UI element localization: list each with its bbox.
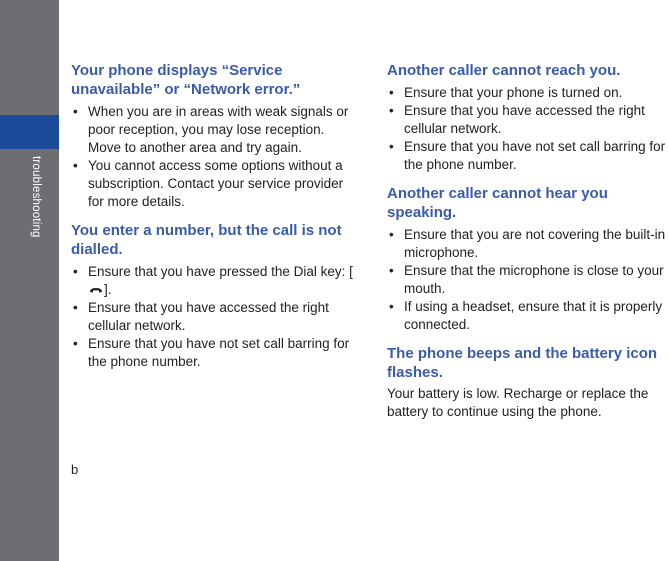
- left-column: [71, 61, 355, 371]
- list-item: [71, 157, 355, 211]
- list-item-text: Ensure that the microphone is close to your mouth.: [404, 263, 664, 296]
- bullet-dot: •: [389, 139, 394, 154]
- list-item: [71, 299, 355, 335]
- heading-service-unavailable: Your phone displays “Service unavailable” or “Network error.”: [71, 62, 301, 98]
- bullet-dot: •: [389, 85, 394, 100]
- dial-key-icon: [89, 286, 103, 295]
- list-item: [71, 263, 355, 299]
- list-item-text: You cannot access some options without a subscription. Contact your service provider for more details.: [88, 158, 344, 209]
- heading-battery-flashes: The phone beeps and the battery icon flashes.: [387, 345, 658, 381]
- sidebar: [0, 0, 59, 561]
- bullet-dot: •: [73, 104, 78, 119]
- list-item-text: ].: [104, 282, 112, 297]
- sidebar-label: troubleshooting: [30, 156, 42, 238]
- list-item: [387, 226, 668, 262]
- bullet-list: [387, 226, 668, 334]
- heading-caller-cannot-hear: Another caller cannot hear you speaking.: [387, 185, 608, 221]
- bullet-dot: •: [389, 227, 394, 242]
- list-item: [387, 84, 668, 102]
- bullet-list: [387, 84, 668, 174]
- bullet-list: [71, 263, 355, 371]
- list-item: [387, 262, 668, 298]
- bullet-dot: •: [389, 263, 394, 278]
- bullet-dot: •: [389, 299, 394, 314]
- bullet-dot: •: [73, 264, 78, 279]
- right-column: [387, 61, 668, 421]
- list-item-text: When you are in areas with weak signals or poor reception, you may lose reception. Move to another area and try again.: [88, 104, 349, 155]
- battery-low-text: Your battery is low. Recharge or replace the battery to continue using the phone.: [387, 386, 649, 419]
- bullet-list: [71, 103, 355, 211]
- list-item: [387, 102, 668, 138]
- list-item-text: Ensure that you have pressed the Dial key: [: [88, 264, 353, 279]
- page-letter: b: [71, 462, 79, 477]
- sidebar-active-tab: [0, 115, 59, 149]
- list-item-text: Ensure that you have accessed the right cellular network.: [404, 103, 645, 136]
- list-item-text: Ensure that you have not set call barring for the phone number.: [88, 336, 350, 369]
- list-item-text: Ensure that you have accessed the right cellular network.: [88, 300, 329, 333]
- list-item: [387, 298, 668, 334]
- list-item: [387, 138, 668, 174]
- list-item-text: Ensure that your phone is turned on.: [404, 85, 623, 100]
- list-item: [71, 335, 355, 371]
- bullet-dot: •: [73, 300, 78, 315]
- bullet-dot: •: [73, 336, 78, 351]
- heading-call-not-dialled: You enter a number, but the call is not dialled.: [71, 222, 342, 258]
- list-item-text: Ensure that you are not covering the built-in microphone.: [404, 227, 666, 260]
- bullet-dot: •: [73, 158, 78, 173]
- bullet-dot: •: [389, 103, 394, 118]
- list-item-text: Ensure that you have not set call barring for the phone number.: [404, 139, 666, 172]
- list-item: [71, 103, 355, 157]
- heading-caller-cannot-reach: Another caller cannot reach you.: [387, 62, 621, 79]
- list-item-text: If using a headset, ensure that it is properly connected.: [404, 299, 663, 332]
